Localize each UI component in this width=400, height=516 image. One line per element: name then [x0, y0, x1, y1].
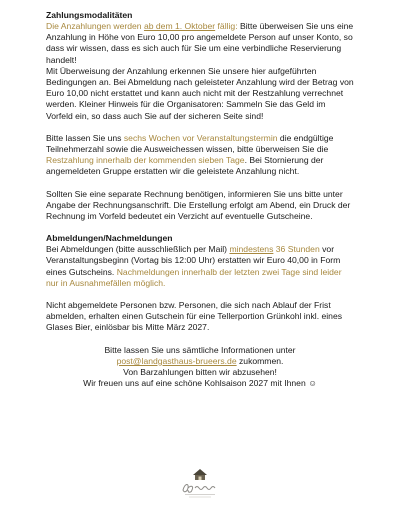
- invoice-paragraph: Sollten Sie eine separate Rechnung benötigen, informieren Sie uns bitte unter Angabe der Rechnungsanschrift. Die Erstellung erfolgt am Abend, ein Druck der Rechnung im Vorfeld bedeutet ein Verzicht auf eventuelle Gutscheine.: [46, 188, 351, 222]
- text: die endgültige Teilnehmerzahl sowie die Ausweichessen wissen, bitte überweisen Sie die: [46, 132, 334, 155]
- brueers-logo: [177, 466, 223, 500]
- deadline-highlight: sechs Wochen vor Veranstaltungstermin: [123, 132, 278, 143]
- logo-container: [0, 466, 400, 500]
- closing-line-2: [46, 356, 354, 367]
- payment-due-date: ab dem 1. Oktober: [143, 21, 216, 31]
- restzahlung-highlight: Restzahlung innerhalb der kommenden sieben Tage: [46, 155, 245, 166]
- closing-line-3: Von Barzahlungen bitten wir abzusehen!: [123, 367, 277, 378]
- text: Bei Abmeldungen (bitte ausschließlich per Mail): [46, 244, 230, 255]
- section-heading-payment: Zahlungsmodalitäten: [46, 10, 133, 20]
- text: vor Veranstaltungsbeginn (Vortag bis 12:00 Uhr) erstatten wir Euro 40,00 in Form eines Gutscheins.: [46, 244, 341, 277]
- no-show-paragraph: Nicht abgemeldete Personen bzw. Personen, die sich nach Ablauf der Frist abmelden, erhalten einen Gutschein für eine Tellerportion Grünkohl inkl. eines Glases Bier, einlösbar bis Mitte März 2027.: [46, 300, 343, 333]
- payment-paragraph-2: [46, 133, 354, 178]
- email-link[interactable]: post@landgasthaus-brueers.de: [116, 355, 237, 366]
- minimum-highlight: mindestens: [229, 244, 274, 255]
- payment-paragraph-1: [46, 21, 354, 122]
- payment-due-label: fällig:: [217, 21, 238, 31]
- text: Bitte lassen Sie uns: [46, 132, 124, 143]
- payment-conditions: Mit Überweisung der Anzahlung erkennen Sie unsere hier aufgeführten Bedingungen an. Bei Abmeldung nach geleisteter Anzahlung wird der Betrag von Euro 10,00 nicht erstattet und kann auch nicht mit der Restzahlung verrechnet werden. Kleiner Hinweis für die Organisatoren: Sammeln Sie das Geld im Vorfeld ein, so dass auch Sie auf der sicheren Seite sind!: [46, 65, 354, 121]
- payment-instructions: Bitte überweisen Sie uns eine Anzahlung in Höhe von Euro 10,00 pro angemeldete Person auf unser Konto, so dass wir wissen, dass es sich auch für Sie um eine verbindliche Reservierung handelt!: [46, 21, 354, 65]
- closing-line-1: Bitte lassen Sie uns sämtliche Informationen unter: [104, 344, 296, 355]
- hours-highlight: 36 Stunden: [275, 244, 320, 255]
- closing-line-4: Wir freuen uns auf eine schöne Kohlsaison 2027 mit Ihnen ☺: [83, 378, 317, 389]
- section-heading-cancellation: Abmeldungen/Nachmeldungen: [46, 233, 173, 244]
- payment-due-text: Die Anzahlungen werden: [46, 21, 142, 31]
- closing-block: [46, 345, 354, 390]
- text: zukommen.: [236, 355, 284, 366]
- text: . Bei Stornierung der angemeldeten Gruppe erstatten wir die geleistete Anzahlung nicht.: [46, 155, 324, 177]
- late-registration-highlight: Nachmeldungen innerhalb der letzten zwei Tage sind leider nur in Ausnahmefällen möglich.: [46, 266, 342, 288]
- cancellation-paragraph-1: [46, 244, 354, 289]
